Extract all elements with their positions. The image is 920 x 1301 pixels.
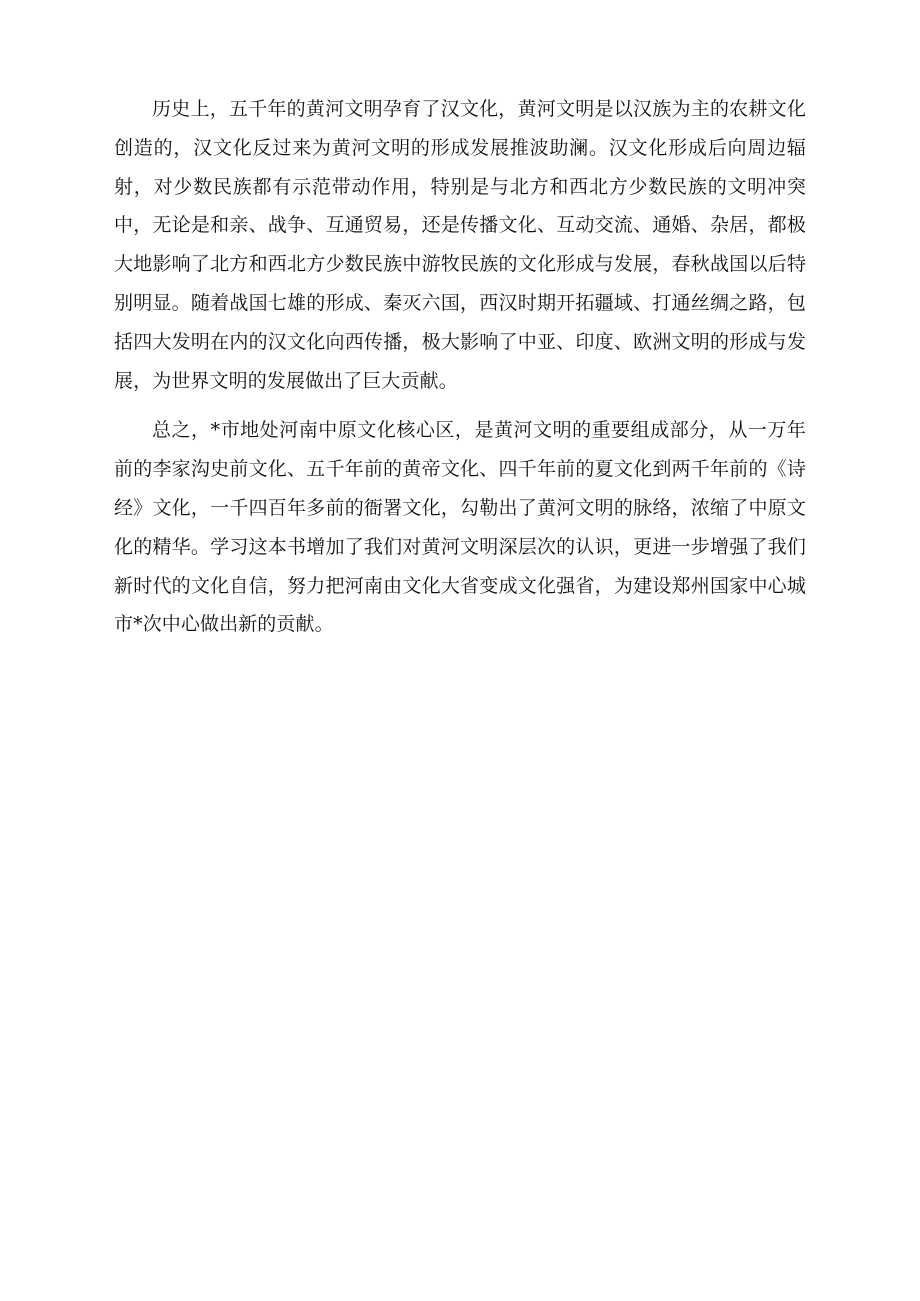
document-body: [114, 90, 806, 644]
paragraph-conclusion: 总之，*市地处河南中原文化核心区，是黄河文明的重要组成部分，从一万年前的李家沟史前文化、五千年前的黄帝文化、四千年前的夏文化到两千年前的《诗经》文化，一千四百年多前的衙署文化，勾勒出了黄河文明的脉络，浓缩了中原文化的精华。学习这本书增加了我们对黄河文明深层次的认识，更进一步增强了我们新时代的文化自信，努力把河南由文化大省变成文化强省，为建设郑州国家中心城市*次中心做出新的贡献。: [114, 419, 806, 636]
paragraph-history: 历史上，五千年的黄河文明孕育了汉文化，黄河文明是以汉族为主的农耕文化创造的，汉文化反过来为黄河文明的形成发展推波助澜。汉文化形成后向周边辐射，对少数民族都有示范带动作用，特别是与北方和西北方少数民族的文明冲突中，无论是和亲、战争、互通贸易，还是传播文化、互动交流、通婚、杂居，都极大地影响了北方和西北方少数民族中游牧民族的文化形成与发展，春秋战国以后特别明显。随着战国七雄的形成、秦灭六国，西汉时期开拓疆域、打通丝绸之路，包括四大发明在内的汉文化向西传播，极大影响了中亚、印度、欧洲文明的形成与发展，为世界文明的发展做出了巨大贡献。: [114, 98, 806, 392]
